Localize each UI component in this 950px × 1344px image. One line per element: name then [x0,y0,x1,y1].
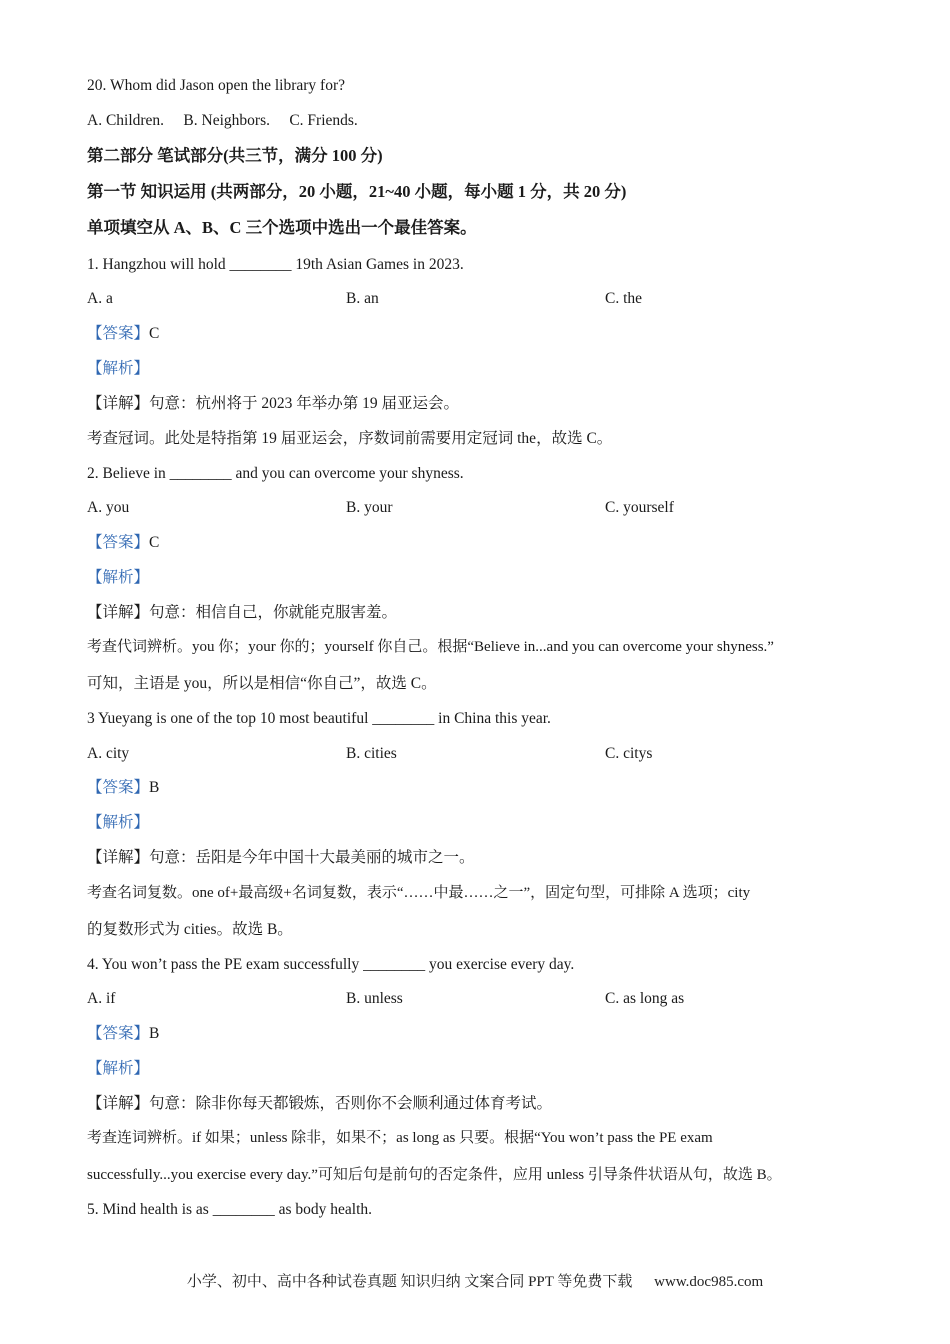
q3-option-b: B. cities [346,745,397,762]
section2-title: 第二部分 笔试部分(共三节，满分 100 分) [87,146,383,165]
q3-explanation-1: 考查名词复数。one of+最高级+名词复数，表示“……中最……之一”，固定句型，可排除 A 选项；city [87,885,751,901]
q1-option-c: C. the [605,290,643,307]
q4-detail: 【详解】句意：除非你每天都锻炼，否则你不会顺利通过体育考试。 [87,1095,553,1112]
section2-part1-title: 第一节 知识运用 (共两部分，20 小题，21~40 小题，每小题 1 分，共 20 分) [87,182,627,201]
q3-option-c: C. citys [605,745,653,762]
q4-option-a: A. if [87,990,116,1007]
q3-stem: 3 Yueyang is one of the top 10 most beautiful ________ in China this year. [87,710,551,727]
q3-detail: 【详解】句意：岳阳是今年中国十大最美丽的城市之一。 [87,849,475,866]
q20-question: 20. Whom did Jason open the library for? [87,77,345,94]
q1-options [87,289,867,309]
q1-detail: 【详解】句意：杭州将于 2023 年举办第 19 届亚运会。 [87,395,460,412]
q3-answer: 【答案】B [87,779,160,796]
footer-link[interactable]: www.doc985.com [654,1274,764,1290]
q2-option-c: C. yourself [605,499,674,516]
q2-explanation-1: 考查代词辨析。you 你；your 你的；yourself 你自己。根据“Believe in...and you can overcome your shyness.” [87,639,774,655]
instruction: 单项填空从 A、B、C 三个选项中选出一个最佳答案。 [87,218,477,237]
q3-option-a: A. city [87,745,130,762]
q2-answer: 【答案】C [87,534,160,551]
q2-analysis-label: 【解析】 [87,569,150,586]
q3-options [87,744,867,764]
q1-option-a: A. a [87,290,113,307]
q4-option-c: C. as long as [605,990,685,1007]
q1-explanation: 考查冠词。此处是特指第 19 届亚运会，序数词前需要用定冠词 the，故选 C。 [87,430,613,447]
q2-explanation-2: 可知，主语是 you，所以是相信“你自己”，故选 C。 [87,675,437,692]
q1-stem: 1. Hangzhou will hold ________ 19th Asian Games in 2023. [87,256,464,273]
q3-explanation-2: 的复数形式为 cities。故选 B。 [87,921,293,938]
q4-option-b: B. unless [346,990,403,1007]
q2-options [87,498,867,518]
q4-analysis-label: 【解析】 [87,1060,150,1077]
q5-stem: 5. Mind health is as ________ as body health. [87,1201,372,1218]
page-footer [0,1270,950,1291]
q3-analysis-label: 【解析】 [87,814,150,831]
q1-option-b: B. an [346,290,379,307]
q20-options: A. Children. B. Neighbors. C. Friends. [87,112,358,129]
q2-option-a: A. you [87,499,130,516]
footer-text: 小学、初中、高中各种试卷真题 知识归纳 文案合同 PPT 等免费下载 [186,1274,633,1290]
q4-explanation-1: 考查连词辨析。if 如果；unless 除非，如果不；as long as 只要。根据“You won’t pass the PE exam [87,1130,713,1146]
q2-stem: 2. Believe in ________ and you can overcome your shyness. [87,465,464,482]
q4-answer: 【答案】B [87,1025,160,1042]
q1-analysis-label: 【解析】 [87,360,150,377]
q2-detail: 【详解】句意：相信自己，你就能克服害羞。 [87,604,398,621]
q4-explanation-2: successfully...you exercise every day.”可知后句是前句的否定条件，应用 unless 引导条件状语从句，故选 B。 [87,1167,782,1183]
q4-stem: 4. You won’t pass the PE exam successfully ________ you exercise every day. [87,956,575,973]
q4-options [87,989,867,1009]
q1-answer: 【答案】C [87,325,160,342]
q2-option-b: B. your [346,499,393,516]
